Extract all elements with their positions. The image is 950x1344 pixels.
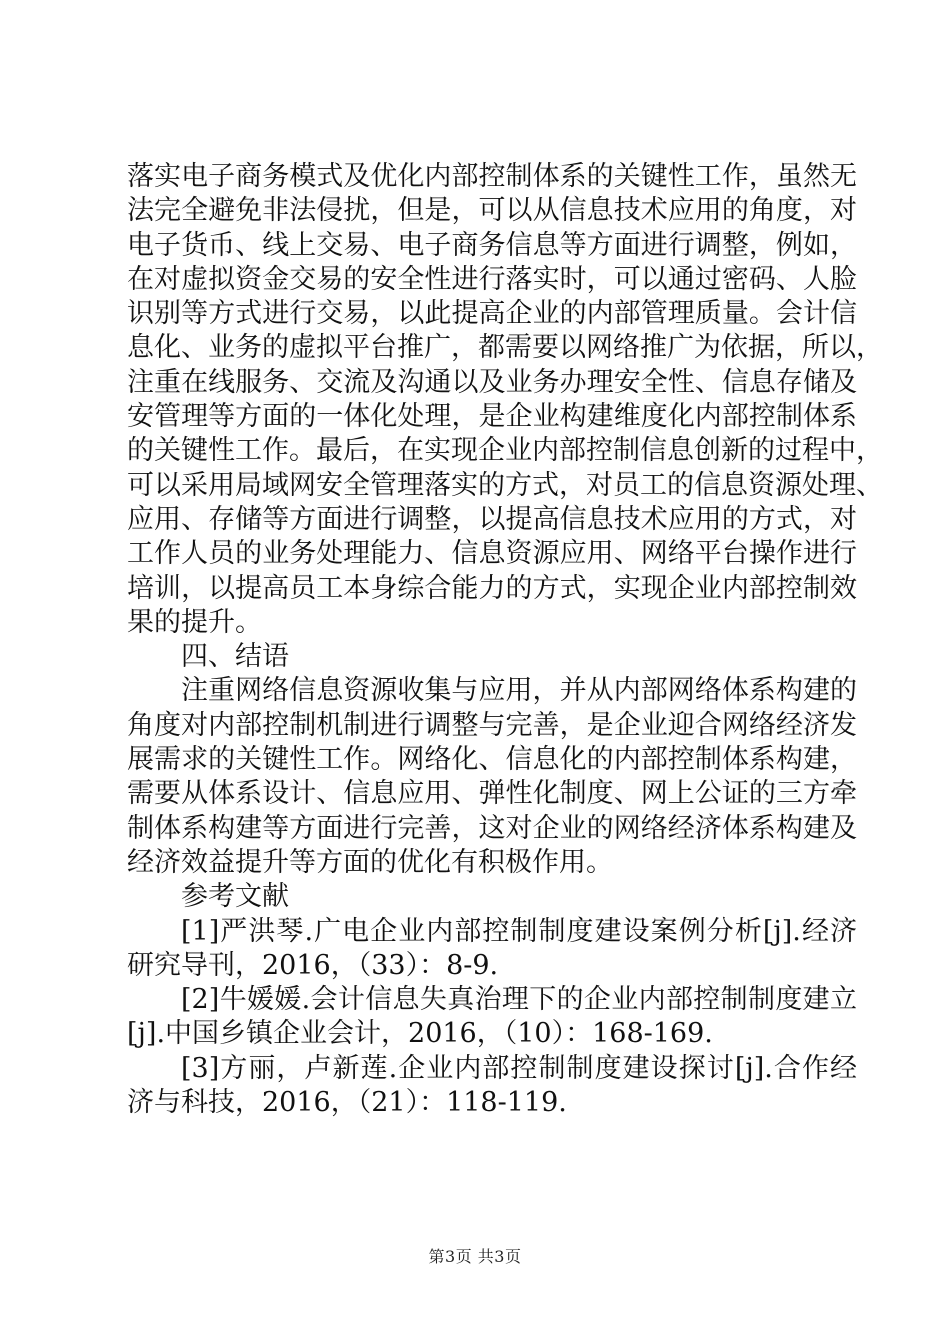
- text-line: 电子货币、线上交易、电子商务信息等方面进行调整，例如，: [127, 229, 857, 261]
- text-line: 在对虚拟资金交易的安全性进行落实时，可以通过密码、人脸: [127, 263, 857, 295]
- text-line: 注重在线服务、交流及沟通以及业务办理安全性、信息存储及: [127, 366, 857, 398]
- text-line: 济与科技，2016，（21）：118-119.: [127, 1087, 567, 1119]
- reference-item: [127, 915, 857, 984]
- text-line: 果的提升。: [127, 606, 262, 638]
- text-line: 经济效益提升等方面的优化有积极作用。: [127, 846, 613, 878]
- text-line: 识别等方式进行交易，以此提高企业的内部管理质量。会计信: [127, 298, 857, 330]
- text-line: 展需求的关键性工作。网络化、信息化的内部控制体系构建，: [127, 744, 857, 776]
- text-line: 应用、存储等方面进行调整，以提高信息技术应用的方式，对: [127, 503, 857, 535]
- text-line: 安管理等方面的一体化处理，是企业构建维度化内部控制体系: [127, 401, 857, 433]
- text-line: 注重网络信息资源收集与应用，并从内部网络体系构建的: [181, 675, 857, 707]
- page-number-footer: 第3页 共3页: [428, 1247, 522, 1266]
- text-line: 工作人员的业务处理能力、信息资源应用、网络平台操作进行: [127, 538, 857, 570]
- text-line: 可以采用局域网安全管理落实的方式，对员工的信息资源处理、: [127, 469, 883, 501]
- text-line: 研究导刊，2016，（33）：8-9.: [127, 949, 499, 981]
- text-line: 制体系构建等方面进行完善，这对企业的网络经济体系构建及: [127, 812, 857, 844]
- text-line: 培训，以提高员工本身综合能力的方式，实现企业内部控制效: [127, 572, 857, 604]
- reference-item: [127, 1052, 857, 1121]
- conclusion-paragraph: [127, 674, 857, 880]
- text-line: [1]严洪琴.广电企业内部控制制度建设案例分析[j].经济: [181, 915, 857, 947]
- document-body: [127, 160, 883, 1120]
- text-line: [2]牛媛媛.会计信息失真治理下的企业内部控制制度建立: [181, 984, 857, 1016]
- reference-list: [127, 915, 857, 1121]
- text-line: 息化、业务的虚拟平台推广，都需要以网络推广为依据，所以，: [127, 332, 883, 364]
- text-line: 落实电子商务模式及优化内部控制体系的关键性工作，虽然无: [127, 161, 857, 192]
- text-line: 需要从体系设计、信息应用、弹性化制度、网上公证的三方牵: [127, 778, 857, 810]
- section-heading-conclusion: 四、结语: [181, 641, 289, 673]
- text-line: [j].中国乡镇企业会计，2016，（10）：168-169.: [127, 1018, 713, 1050]
- text-line: [3]方丽，卢新莲.企业内部控制制度建设探讨[j].合作经: [181, 1052, 857, 1084]
- text-line: 角度对内部控制机制进行调整与完善，是企业迎合网络经济发: [127, 709, 857, 741]
- text-line: 的关键性工作。最后，在实现企业内部控制信息创新的过程中，: [127, 435, 883, 467]
- reference-item: [127, 983, 857, 1052]
- text-line: 法完全避免非法侵扰，但是，可以从信息技术应用的角度，对: [127, 195, 857, 227]
- section-heading-references: 参考文献: [181, 881, 289, 913]
- body-paragraph: [127, 160, 883, 640]
